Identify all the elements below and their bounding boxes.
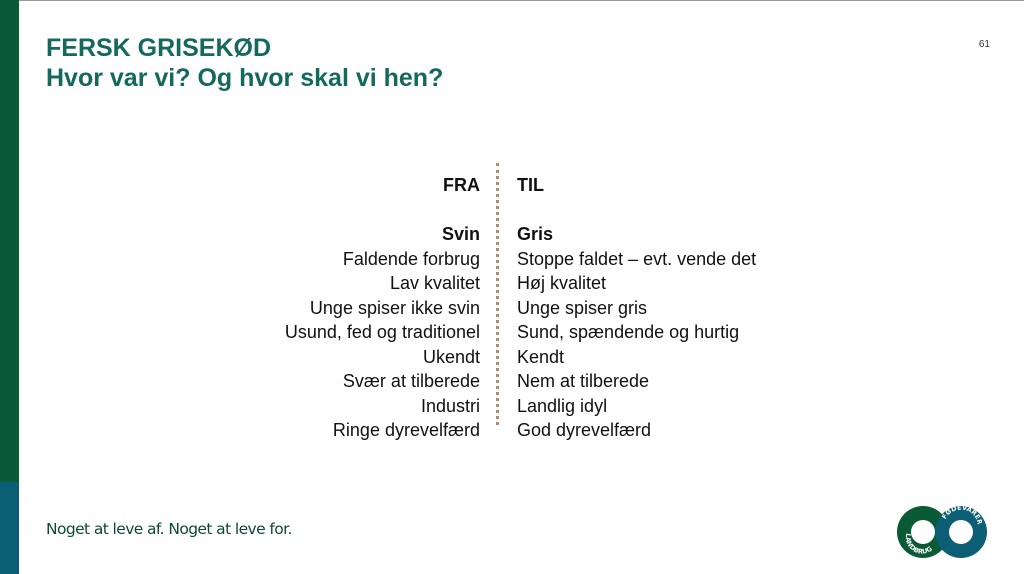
from-item: Industri: [420, 395, 480, 416]
to-item: Unge spiser gris: [517, 297, 648, 318]
column-divider: [496, 163, 499, 425]
from-item: Ringe dyrevelfærd: [332, 420, 480, 440]
logo-right-text: FØDEVARER: [940, 504, 984, 526]
from-item: Usund, fed og traditionel: [284, 322, 480, 342]
to-item: Høj kvalitet: [517, 273, 607, 293]
to-header: TIL: [517, 175, 544, 195]
page-number: 61: [978, 39, 990, 50]
side-bar-teal: [0, 482, 19, 574]
spacer: [517, 198, 877, 223]
logo-left-text: LANDBRUG: [903, 532, 934, 556]
from-subheader: Svin: [441, 224, 480, 244]
to-item: God dyrevelfærd: [517, 420, 652, 440]
to-item: Stoppe faldet – evt. vende det: [517, 248, 757, 269]
from-item: Unge spiser ikke svin: [309, 297, 480, 318]
from-item: Lav kvalitet: [389, 273, 480, 293]
title-line-2: Hvor var vi? Og hvor skal vi hen?: [46, 64, 444, 92]
from-item: Ukendt: [422, 346, 480, 367]
side-bar-green: [0, 0, 19, 482]
to-column: [517, 173, 877, 443]
slide-title: [46, 33, 443, 93]
from-item: Svær at tilberede: [342, 371, 480, 391]
from-item: Faldende forbrug: [342, 248, 480, 269]
landbrug-fodevarer-logo-icon: [896, 504, 988, 560]
to-item: Landlig idyl: [517, 395, 608, 416]
footer-tagline: Noget at leve af. Noget at leve for.: [46, 520, 292, 538]
from-header: FRA: [443, 175, 480, 195]
to-item: Kendt: [517, 346, 565, 367]
title-line-1: FERSK GRISEKØD: [46, 34, 272, 62]
to-item: Sund, spændende og hurtig: [517, 322, 740, 342]
to-subheader: Gris: [517, 224, 554, 244]
from-column: [200, 173, 480, 443]
to-item: Nem at tilberede: [517, 371, 650, 391]
spacer: [200, 198, 480, 223]
top-border-line: [19, 0, 1024, 1]
